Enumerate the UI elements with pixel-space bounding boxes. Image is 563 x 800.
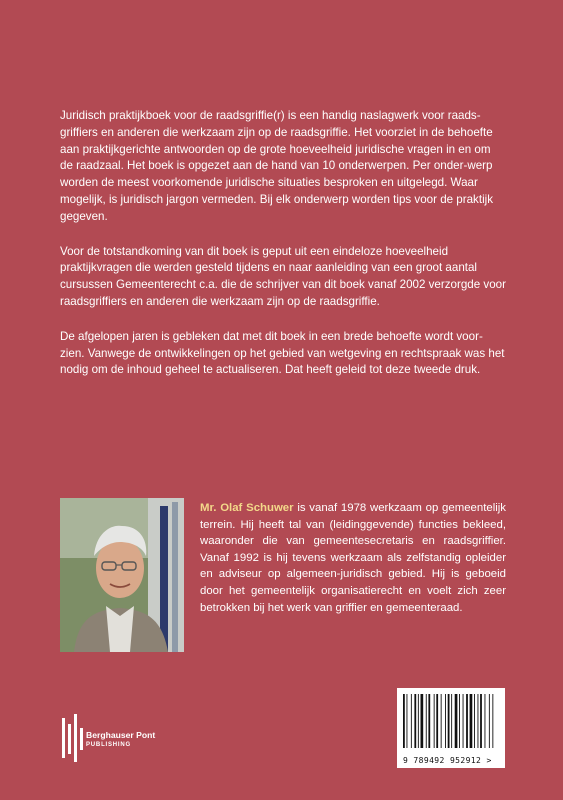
- back-cover-blurb: [60, 108, 506, 397]
- author-photo: [60, 498, 184, 652]
- publisher-subtitle: PUBLISHING: [86, 742, 132, 748]
- blurb-paragraph-3: De afgelopen jaren is gebleken dat met dit boek in een brede behoefte wordt voor-zien. Vanwege de ontwikkelingen op het gebied van wetgeving en rechtspraak was het nodig om de inhoud geheel te actualiseren. Dat heeft geleid tot deze tweede druk.: [60, 329, 505, 377]
- author-name: Mr. Olaf Schuwer: [200, 502, 294, 514]
- publisher-mark-icon: [60, 710, 84, 766]
- blurb-paragraph-1: Juridisch praktijkboek voor de raadsgriffie(r) is een handig naslagwerk voor raads-griffiers en anderen die werkzaam zijn op de raadsgriffie. Het voorziet in de behoefte aan praktijkgerichte antwoorden op de grote hoeveelheid juridische vragen in en om de raadzaal. Het boek is opgezet aan de hand van 10 onderwerpen. Per onder-werp worden de meest voorkomende juridische situaties besproken en uitgelegd. Waar mogelijk, is juridisch jargon vermeden. Bij elk onderwerp worden tips voor de praktijk gegeven.: [60, 109, 494, 223]
- author-section: [60, 498, 506, 658]
- author-bio-text: is vanaf 1978 werkzaam op gemeentelijk terrein. Hij heeft tal van (leidinggevende) functies bekleed, waaronder die van gemeentesecretaris en raadsgriffier. Vanaf 1992 is hij tevens werkzaam als zelfstandig opleider en adviseur op algemeen-juridisch gebied. Hij is geboeid door het gemeentelijk organisatierecht en voelt zich zeer betrokken bij het werk van griffier en gemeenteraad.: [200, 502, 506, 614]
- blurb-paragraph-2: Voor de totstandkoming van dit boek is geput uit een eindeloze hoeveelheid praktijkvragen die werden gesteld tijdens en naar aanleiding van een groot aantal cursussen Gemeenterecht c.a. die de schrijver van dit boek vanaf 2002 verzorgde voor raadsgriffiers en anderen die werkzaam zijn op de raadsgriffie.: [60, 244, 506, 308]
- barcode-graphic: [397, 692, 505, 758]
- isbn-number: 9 789492 952912 >: [403, 756, 492, 765]
- isbn-barcode: [397, 688, 505, 768]
- publisher-logo: [60, 710, 170, 766]
- publisher-text: [86, 730, 155, 750]
- publisher-name: Berghauser Pont: [86, 730, 156, 740]
- author-bio: [200, 500, 506, 616]
